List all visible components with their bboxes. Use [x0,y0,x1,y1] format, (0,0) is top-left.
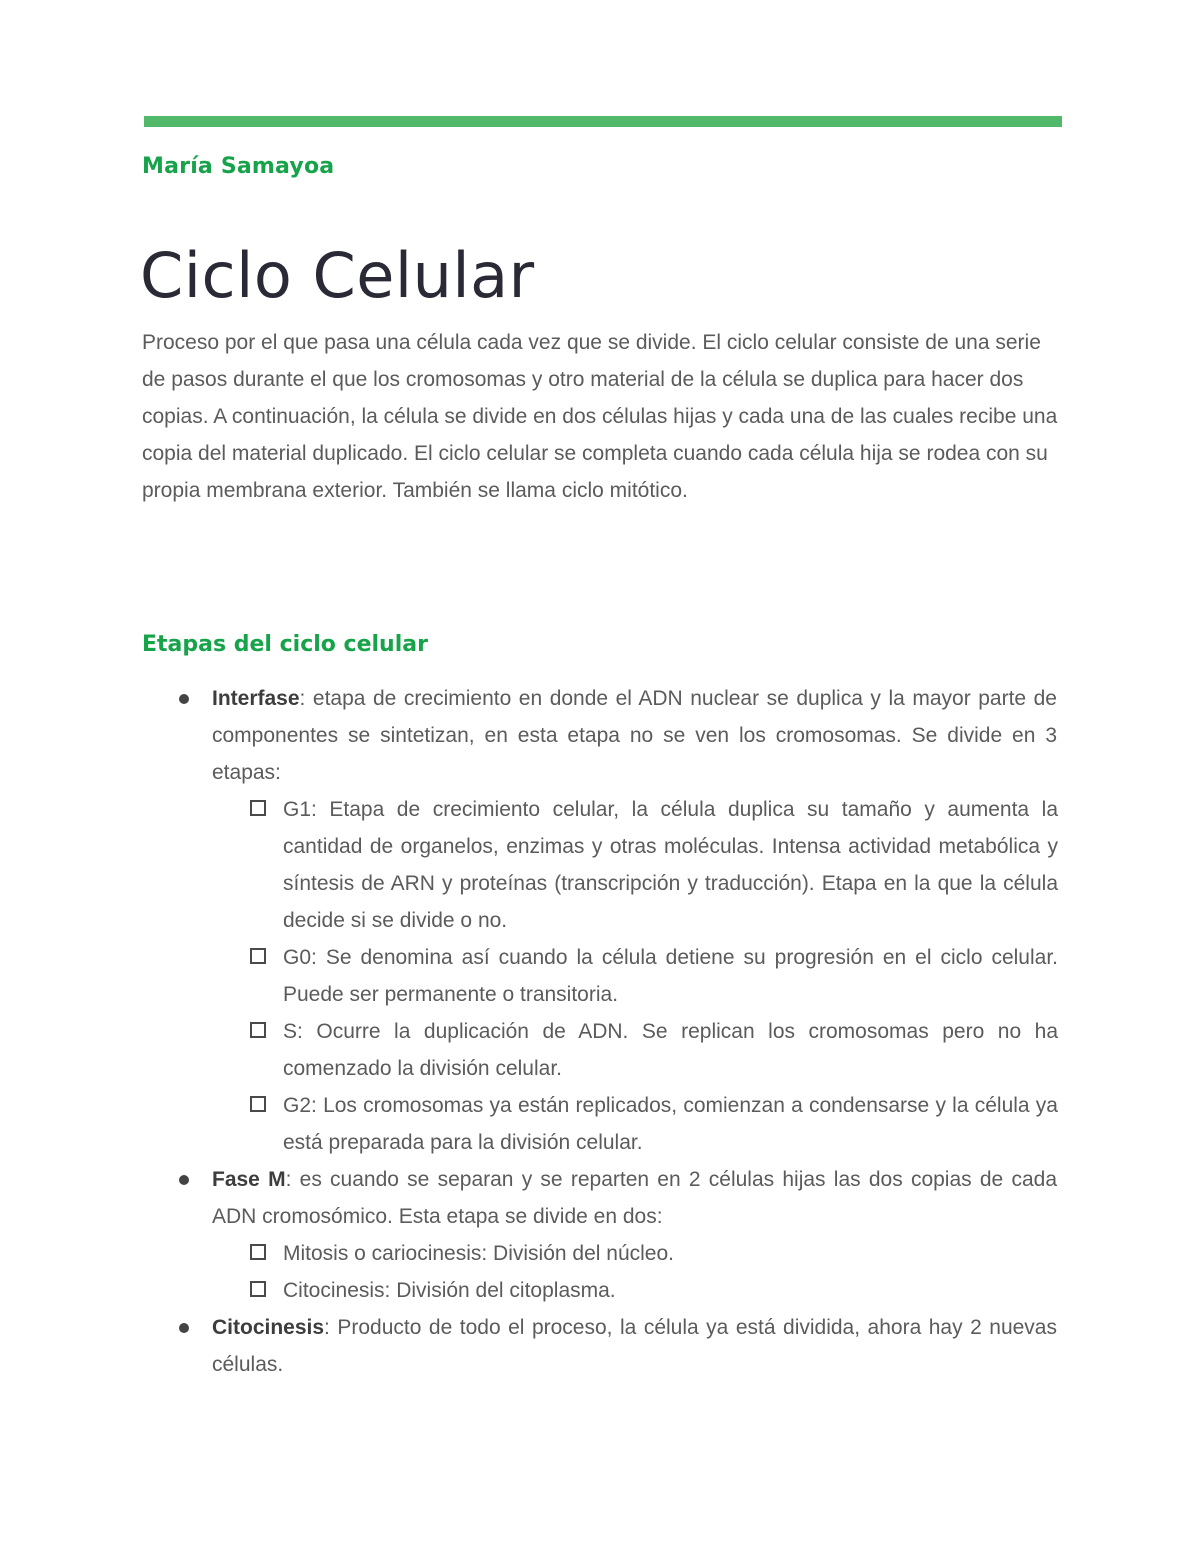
substage-text: G2: Los cromosomas ya están replicados, comienzan a condensarse y la célula ya está preparada para la división celular. [283,1094,1058,1154]
stage-term: Interfase [212,687,300,710]
checkbox-icon [250,1281,266,1297]
bullet-icon [179,1323,189,1333]
stage-description: : es cuando se separan y se reparten en 2 células hijas las dos copias de cada ADN cromosómico. Esta etapa se divide en dos: [212,1168,1057,1228]
substage-text: Citocinesis: División del citoplasma. [283,1279,616,1302]
checkbox-icon [250,1022,266,1038]
stage-term: Citocinesis [212,1316,325,1339]
author-name: María Samayoa [142,154,335,179]
substage-mitosis [0,1235,1058,1272]
substage-g1 [0,791,1058,939]
checkbox-icon [250,1244,266,1260]
substage-text: S: Ocurre la duplicación de ADN. Se replican los cromosomas pero no ha comenzado la división celular. [283,1020,1058,1080]
checkbox-icon [250,948,266,964]
checkbox-icon [250,800,266,816]
substages-list [212,791,1057,1161]
stage-citocinesis [0,1309,1057,1383]
stage-interfase [0,680,1057,1161]
substage-citocinesis [0,1272,1058,1309]
intro-paragraph: Proceso por el que pasa una célula cada vez que se divide. El ciclo celular consiste de una serie de pasos durante el que los cromosomas y otro material de la célula se duplica para hacer dos copias. A continuación, la célula se divide en dos células hijas y cada una de las cuales recibe una copia del material duplicado. El ciclo celular se completa cuando cada célula hija se rodea con su propia membrana exterior. También se llama ciclo mitótico. [142,331,1058,502]
substage-g2 [0,1087,1058,1161]
substage-text: G1: Etapa de crecimiento celular, la célula duplica su tamaño y aumenta la cantidad de organelos, enzimas y otras moléculas. Intensa actividad metabólica y síntesis de ARN y proteínas (transcripción y traducción). Etapa en la que la célula decide si se divide o no. [283,798,1058,932]
stage-description: : etapa de crecimiento en donde el ADN nuclear se duplica y la mayor parte de componentes se sintetizan, en esta etapa no se ven los cromosomas. Se divide en 3 etapas: [212,687,1057,784]
bullet-icon [179,694,189,704]
stage-description: : Producto de todo el proceso, la célula ya está dividida, ahora hay 2 nuevas células. [212,1316,1057,1376]
header-rule [144,116,1062,127]
bullet-icon [179,1175,189,1185]
section-heading: Etapas del ciclo celular [142,632,428,657]
substages-list [212,1235,1057,1309]
stages-list [0,680,1200,1383]
substage-s [0,1013,1058,1087]
substage-g0 [0,939,1058,1013]
stage-term: Fase M [212,1168,286,1191]
checkbox-icon [250,1096,266,1112]
document-title: Ciclo Celular [140,239,535,312]
substage-text: Mitosis o cariocinesis: División del núcleo. [283,1242,674,1265]
stage-fase-m [0,1161,1057,1309]
substage-text: G0: Se denomina así cuando la célula detiene su progresión en el ciclo celular. Puede ser permanente o transitoria. [283,946,1058,1006]
